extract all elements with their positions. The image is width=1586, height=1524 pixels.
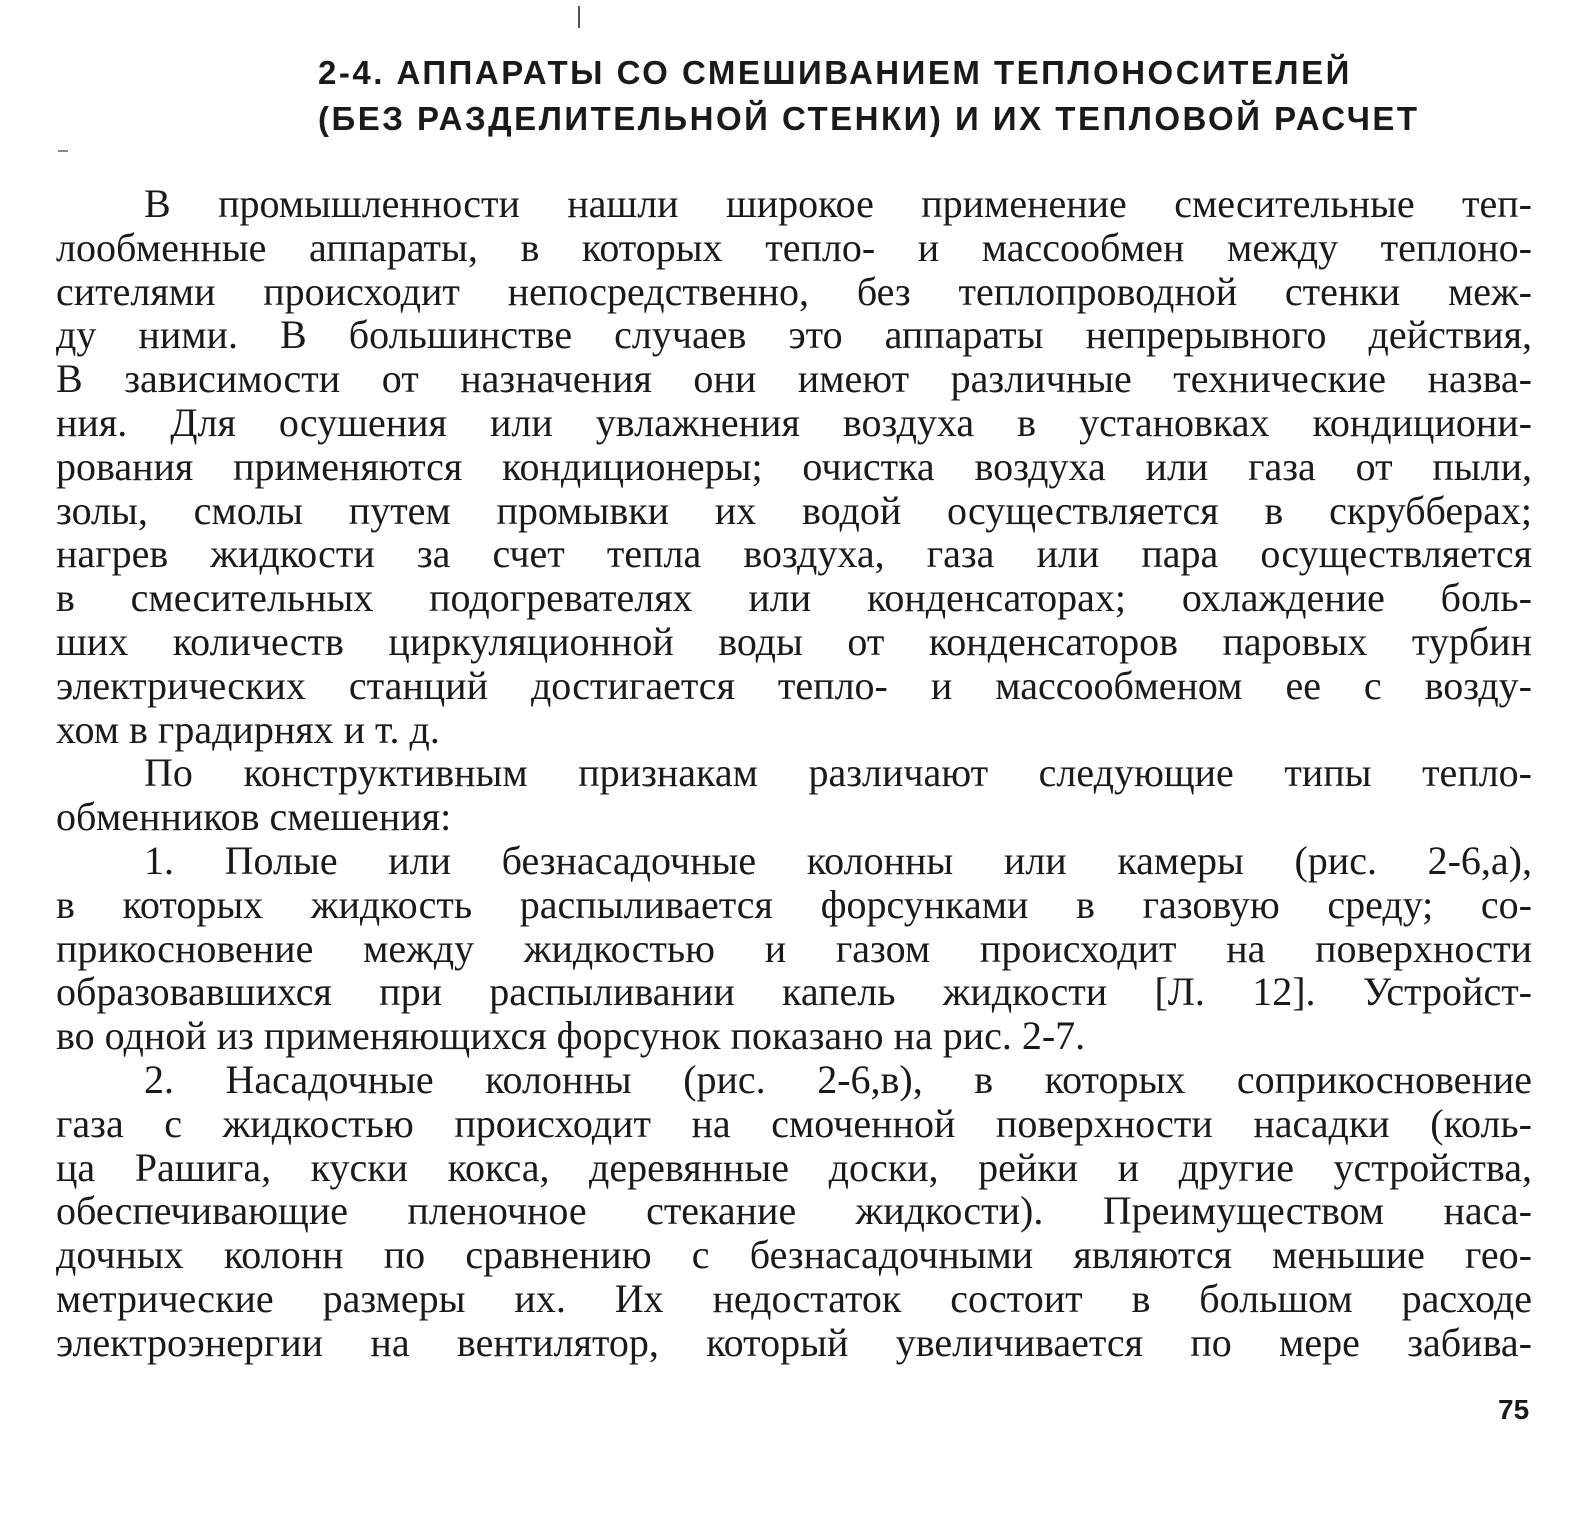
heading-line: (БЕЗ РАЗДЕЛИТЕЛЬНОЙ СТЕНКИ) И ИХ ТЕПЛОВОЙ РАСЧЕТ — [318, 100, 1420, 137]
text-line: По конструктивным признакам различают следующие типы тепло- — [144, 750, 1532, 796]
list-item-line: 2. Насадочные колонны (рис. 2-6,в), в которых соприкосновение — [144, 1056, 1532, 1102]
heading-line: 2-4. АППАРАТЫ СО СМЕШИВАНИЕМ ТЕПЛОНОСИТЕЛЕЙ — [318, 54, 1352, 91]
text-line: рования применяются кондиционеры; очистка воздуха или газа от пыли, — [56, 443, 1532, 489]
list-item-line: обеспечивающие пленочное стекание жидкости). Преимуществом наса- — [56, 1188, 1532, 1234]
text-line: ния. Для осушения или увлажнения воздуха в установках кондициони- — [56, 399, 1532, 445]
list-item-line: дочных колонн по сравнению с безнасадочными являются меньшие гео- — [56, 1232, 1532, 1278]
list-item-line: электроэнергии на вентилятор, который увеличивается по мере забива- — [56, 1319, 1532, 1365]
list-item-line: метрические размеры их. Их недостаток состоит в большом расходе — [56, 1275, 1532, 1321]
list-item-line: в которых жидкость распыливается форсунками в газовую среду; со- — [56, 881, 1532, 927]
list-item-line: образовавшихся при распыливании капель жидкости [Л. 12]. Устройст- — [56, 969, 1532, 1015]
text-line: лообменные аппараты, в которых тепло- и массообмен между теплоно- — [56, 224, 1532, 270]
text-line: В промышленности нашли широкое применение смесительные теп- — [144, 181, 1532, 226]
section-heading — [318, 50, 1518, 142]
text-line: обменников смешения: — [56, 794, 452, 840]
list-item-line: газа с жидкостью происходит на смоченной поверхности насадки (коль- — [56, 1100, 1532, 1146]
text-line: золы, смолы путем промывки их водой осуществляется в скрубберах; — [56, 487, 1532, 533]
text-line: электрических станций достигается тепло- и массообменом ее с возду- — [56, 662, 1532, 708]
list-item-line: во одной из применяющихся форсунок показано на рис. 2-7. — [56, 1013, 1086, 1059]
text-line: нагрев жидкости за счет тепла воздуха, газа или пара осуществляется — [56, 531, 1532, 577]
text-line: В зависимости от назначения они имеют различные технические назва- — [56, 356, 1532, 402]
scan-mark — [578, 6, 580, 28]
page-number: 75 — [1498, 1394, 1530, 1425]
scan-mark — [58, 150, 68, 152]
list-item-line: 1. Полые или безнасадочные колонны или камеры (рис. 2-6,а), — [144, 837, 1532, 883]
text-line: хом в градирнях и т. д. — [56, 706, 440, 752]
body-text — [56, 182, 1532, 1365]
list-item-line: прикосновение между жидкостью и газом происходит на поверхности — [56, 925, 1532, 971]
text-line: в смесительных подогревателях или конденсаторах; охлаждение боль- — [56, 575, 1532, 621]
text-line: ших количеств циркуляционной воды от конденсаторов паровых турбин — [56, 618, 1532, 664]
text-line: сителями происходит непосредственно, без теплопроводной стенки меж- — [56, 268, 1532, 314]
text-line: ду ними. В большинстве случаев это аппараты непрерывного действия, — [56, 312, 1532, 358]
list-item-line: ца Рашига, куски кокса, деревянные доски, рейки и другие устройства, — [56, 1144, 1532, 1190]
